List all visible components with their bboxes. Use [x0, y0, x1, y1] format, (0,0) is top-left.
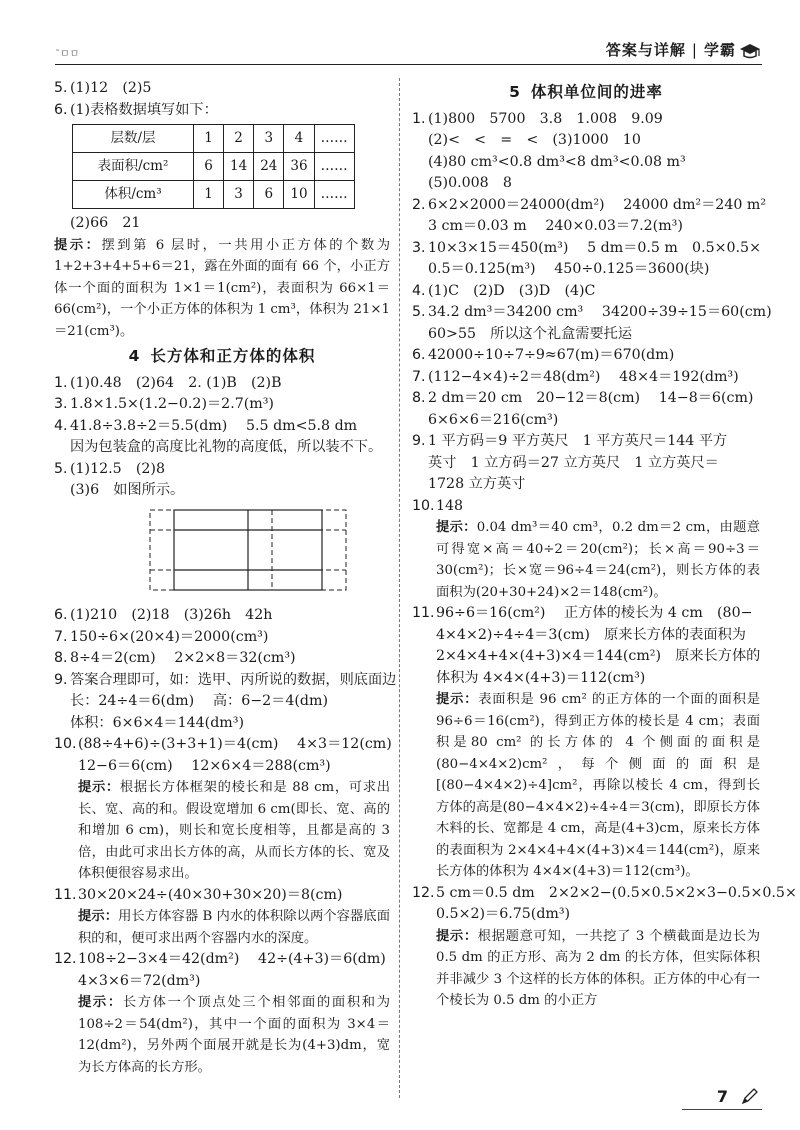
- table-row-label: 体积/cm³: [73, 181, 194, 209]
- hint-block: [412, 689, 760, 883]
- item-number: 3.: [412, 239, 426, 256]
- item-number: 4.: [412, 282, 426, 299]
- answer-item: [412, 388, 760, 431]
- answer-line: (4)80 cm³<0.8 dm³<8 dm³<0.08 m³: [428, 153, 686, 170]
- answer-line: 34.2 dm³＝34200 cm³ 34200÷39÷15＝60(cm): [428, 304, 772, 320]
- section-title-text: 长方体和正方体的体积: [150, 346, 316, 365]
- column-divider: [399, 78, 400, 1098]
- footer-rule: [682, 1109, 762, 1110]
- hint-block: [412, 517, 760, 603]
- table-cell: 14: [224, 153, 254, 181]
- graduation-cap-icon: [738, 42, 762, 62]
- answer-item: [412, 603, 760, 689]
- section-number: 4: [128, 347, 141, 365]
- item-number: 12.: [412, 884, 435, 901]
- answer-line: 1728 立方英寸: [428, 476, 526, 492]
- hint-text: 摆到第 6 层时，一共用小正方体的个数为 1+2+3+4+5+6＝21，露在外面的面有 66 个，小正方体一个面的面积为 1×1＝1(cm²)，表面积为 66×1＝66(cm²)，一个小正方体的体积为 1 cm³，体积为 21×1＝21(cm³)。: [54, 237, 390, 339]
- table-cell: 6: [194, 153, 224, 181]
- item-number: 6.: [412, 347, 426, 363]
- section-title-text: 体积单位间的进率: [530, 82, 663, 101]
- answer-line: (2)< < = < (3)1000 10: [428, 132, 641, 148]
- answer-line: 8÷4＝2(cm) 2×2×8＝32(cm³): [70, 650, 296, 666]
- item-number: 11.: [412, 605, 435, 621]
- table-row: [73, 125, 355, 153]
- item-number: 7.: [412, 368, 426, 385]
- answer-line: (112−4×4)÷2＝48(dm²) 48×4＝192(dm³): [428, 368, 739, 385]
- answer-item: [412, 281, 760, 303]
- hint-label: 提示：: [54, 237, 102, 253]
- answer-item: [54, 627, 390, 649]
- item-number: 1.: [412, 110, 426, 127]
- answer-line: (88÷4+6)÷(3+3+1)＝4(cm) 4×3＝12(cm): [78, 736, 392, 752]
- table-cell: 4: [284, 125, 314, 153]
- table-cell: ……: [314, 181, 354, 209]
- answer-line: (3)6 如图所示。: [70, 482, 185, 498]
- answer-line: 体积为 4×4×(4+3)＝112(cm³): [436, 669, 646, 686]
- answer-line: (1)0.48 (2)64 2. (1)B (2)B: [70, 374, 282, 391]
- hint-text: 用长方体容器 B 内水的体积除以两个容器底面积的和，便可求出两个容器内水的深度。: [78, 909, 391, 946]
- item-number: 6.: [54, 607, 68, 623]
- table-cell: 6: [254, 181, 284, 209]
- answer-item: [54, 394, 390, 416]
- item-number: 4.: [54, 417, 68, 434]
- page-number: 7: [716, 1087, 728, 1106]
- answer-line: 长：24÷4＝6(dm) 高：6−2＝4(dm): [70, 693, 328, 709]
- answer-line: 2×4×4+4×(4+3)×4＝144(cm²) 原来长方体的: [436, 648, 761, 664]
- answer-line: 148: [436, 497, 464, 514]
- answer-item: [54, 459, 390, 502]
- header-left-mark: ˜ㅁㅁ: [55, 49, 80, 60]
- answer-line: 1.8×1.5×(1.2−0.2)＝2.7(m³): [70, 396, 274, 412]
- answer-line: 96÷6＝16(cm²) 正方体的棱长为 4 cm (80−: [436, 605, 753, 621]
- hint-label: 提示：: [78, 780, 120, 795]
- answer-item: [54, 670, 397, 735]
- answer-item: [54, 648, 390, 670]
- answer-line: 答案合理即可，如：选甲、丙所说的数据，则底面边: [70, 671, 397, 688]
- item-number: 3.: [54, 396, 68, 412]
- answer-line: (1)12 (2)5: [70, 80, 152, 96]
- item-number: 2.: [412, 196, 426, 213]
- answer-line: 1 平方码＝9 平方英尺 1 平方英尺＝144 平方: [428, 433, 728, 449]
- table-row-label: 表面积/cm²: [73, 153, 194, 181]
- answer-item: [54, 605, 390, 627]
- item-number: 5.: [54, 80, 68, 96]
- answer-item: [54, 213, 390, 235]
- answer-line: 2 dm＝20 cm 20−12＝8(cm) 14−8＝6(cm): [428, 390, 754, 406]
- answer-line: (1)800 5700 3.8 1.008 9.09: [428, 110, 663, 127]
- answer-line: (1)表格数据填写如下：: [70, 101, 218, 118]
- answer-item: [54, 949, 390, 992]
- answer-line: 10×3×15＝450(m³) 5 dm＝0.5 m 0.5×0.5×: [428, 239, 761, 256]
- hint-text: 长方体一个顶点处三个相邻面的面积和为 108÷2＝54(dm²)，其中一个面的面积为 3×4＝12(dm²)，另外两个面展开就是长为(4+3)dm，宽为长方体高的长方形。: [78, 995, 391, 1075]
- table-cell: 36: [284, 153, 314, 181]
- table-cell: 10: [284, 181, 314, 209]
- answer-line: 41.8÷3.8÷2＝5.5(dm) 5.5 dm<5.8 dm: [70, 417, 358, 434]
- table-cell: 1: [194, 125, 224, 153]
- section-title: [54, 345, 390, 368]
- answer-line: 150÷6×(20×4)＝2000(cm³): [70, 628, 269, 645]
- item-number: 8.: [412, 390, 426, 406]
- answer-item: [54, 734, 390, 777]
- answer-item: [412, 345, 760, 367]
- answer-item: [412, 431, 760, 496]
- answer-line: 42000÷10÷7÷9≈67(m)＝670(dm): [428, 347, 675, 363]
- table-cell: 24: [254, 153, 284, 181]
- pencil-icon: [740, 1086, 760, 1106]
- answer-line: 12−6＝6(cm) 12×6×4＝288(cm³): [78, 757, 331, 774]
- item-number: 12.: [54, 951, 77, 967]
- answer-item: [54, 100, 390, 122]
- table-cell: 1: [194, 181, 224, 209]
- answer-line: (1)210 (2)18 (3)26h 42h: [70, 607, 273, 623]
- brand-label: 学霸: [703, 41, 736, 59]
- hint-label: 提示：: [78, 995, 123, 1010]
- hint-label: 提示：: [436, 928, 478, 944]
- answer-line: 4×3×6＝72(dm³): [78, 972, 201, 989]
- table-row: [73, 181, 355, 209]
- hint-label: 提示：: [436, 692, 479, 707]
- table-cell: 3: [224, 181, 254, 209]
- table-row-label: 层数/层: [73, 125, 194, 153]
- answer-line: 0.5＝0.125(m³) 450÷0.125＝3600(块): [428, 261, 710, 277]
- answer-item: [412, 496, 760, 518]
- item-number: 1.: [54, 374, 68, 391]
- section-title: [412, 81, 760, 104]
- hint-text: 根据长方体框架的棱长和是 88 cm，可求出长、宽、高的和。假设宽增加 6 cm(即长、宽、高的和增加 6 cm)，则长和宽长度相等，且都是高的 3 倍，由此可求出长方体的高，从而长方体的长、宽及体积便很容易求出。: [78, 780, 391, 881]
- item-number: 7.: [54, 628, 68, 645]
- answer-line: 4×4×2)÷4÷4＝3(cm) 原来长方体的表面积为: [436, 626, 746, 643]
- answer-item: [412, 367, 760, 389]
- hint-label: 提示：: [78, 909, 119, 924]
- answer-line: 60>55 所以这个礼盒需要托运: [428, 325, 633, 342]
- answer-line: (5)0.008 8: [428, 175, 512, 191]
- answer-item: [54, 78, 390, 100]
- answer-item: [54, 373, 390, 395]
- answer-item: [412, 109, 760, 195]
- answer-line: 3 cm＝0.03 m 240×0.03＝7.2(m³): [428, 218, 683, 234]
- hint-text: 表面积是 96 cm² 的正方体的一个面的面积是 96÷6＝16(cm²)，得到正方体的棱长是 4 cm；表面积是80 cm² 的长方体的 4 个侧面的面积是(80−4×4×2)cm²，每个侧面的面积是[(80−4×4×2)÷4]cm²，再除以棱长 4 cm，得到长方体的高是(80−4×4×2)÷4÷4＝3(cm)，即原长方体木料的长、宽都是 4 cm，高是(4+3)cm，原来长方体的表面积为 2×4×4+4×(4+3)×4＝144(cm²)，原来长方体的体积为 4×4×(4+3)＝112(cm³)。: [436, 692, 760, 879]
- answer-line: 30×20×24÷(40×30+30×20)＝8(cm): [78, 886, 343, 903]
- answer-line: (1)12.5 (2)8: [70, 460, 165, 477]
- item-number: 5.: [54, 460, 68, 477]
- answers-label: 答案与详解: [605, 41, 686, 59]
- answer-item: [412, 195, 767, 238]
- item-number: 10.: [412, 497, 435, 514]
- item-number: 11.: [54, 886, 77, 903]
- answer-line: 6×6×6＝216(cm³): [428, 411, 559, 428]
- left-column: [54, 78, 397, 1078]
- table-cell: 3: [254, 125, 284, 153]
- answer-line: (2)66 21: [70, 215, 141, 231]
- hint-block: [54, 992, 390, 1078]
- item-number: 6.: [54, 101, 68, 118]
- table-cell: ……: [314, 153, 354, 181]
- answer-line: 6×2×2000＝24000(dm²) 24000 dm²＝240 m²: [428, 196, 767, 213]
- answer-line: 0.5×2)＝6.75(dm³): [436, 906, 571, 922]
- item-number: 5.: [412, 304, 426, 320]
- answer-item: [412, 302, 772, 345]
- item-number: 9.: [54, 671, 68, 688]
- item-number: 8.: [54, 650, 68, 666]
- item-number: 9.: [412, 433, 426, 449]
- hint-text: 0.04 dm³＝40 cm³，0.2 dm＝2 cm，由题意可得宽×高＝40÷2＝20(cm²)；长×高＝90÷3＝30(cm²)；长×宽＝96÷4＝24(cm²)，则长方体的表面积为(20+30+24)×2＝148(cm²)。: [436, 520, 761, 600]
- answer-line: 因为包装盒的高度比礼物的高度低，所以装不下。: [70, 439, 383, 455]
- item-number: 10.: [54, 736, 77, 752]
- answer-line: 5 cm＝0.5 dm 2×2×2−(0.5×0.5×2×3−0.5×0.5×: [436, 884, 797, 901]
- header-title: 答案与详解 | 学霸: [605, 41, 736, 59]
- hint-block: [54, 777, 390, 885]
- answer-item: [412, 238, 760, 281]
- box-net-figure: [148, 508, 348, 592]
- answer-item: [54, 416, 390, 459]
- layer-table: [72, 124, 355, 209]
- table-cell: 2: [224, 125, 254, 153]
- section-number: 5: [509, 83, 521, 101]
- answer-line: 英寸 1 立方码＝27 立方英尺 1 立方英尺＝: [428, 454, 719, 471]
- hint-block: [54, 906, 390, 949]
- hint-label: 提示：: [436, 520, 477, 535]
- page-header: [55, 38, 762, 65]
- answer-line: 108÷2−3×4＝42(dm²) 42÷(4+3)＝6(dm): [78, 951, 386, 967]
- table-row: [73, 153, 355, 181]
- hint-block: [412, 926, 760, 1012]
- right-column: [412, 78, 797, 1012]
- answer-line: (1)C (2)D (3)D (4)C: [428, 282, 596, 299]
- answer-item: [412, 883, 797, 926]
- hint-text: 根据题意可知，一共挖了 3 个横截面是边长为 0.5 dm 的正方形、高为 2 dm 的长方体，但实际体积并非减少 3 个这样的长方体的体积。正方体的中心有一个棱长为 0.5 dm 的小正方: [436, 928, 760, 1008]
- table-cell: ……: [314, 125, 354, 153]
- answer-item: [54, 885, 390, 907]
- answer-line: 体积：6×6×4＝144(dm³): [70, 714, 244, 731]
- hint-block: [54, 235, 390, 343]
